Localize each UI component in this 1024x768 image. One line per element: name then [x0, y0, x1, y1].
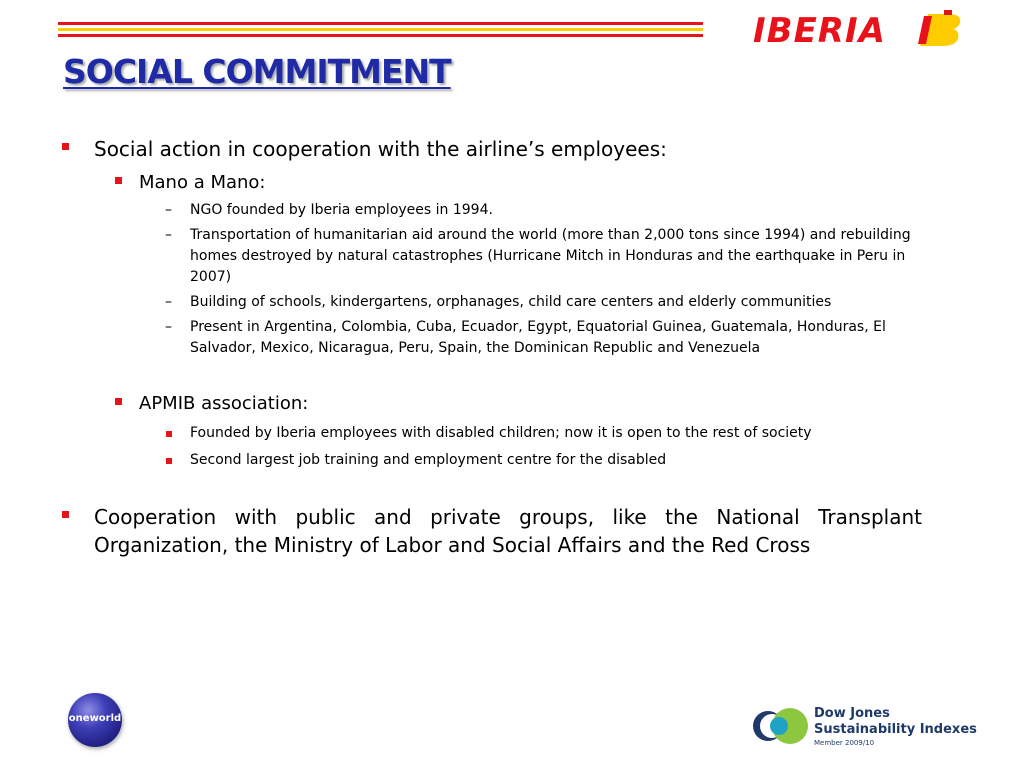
dow-jones-circles-icon	[752, 706, 810, 746]
dash-bullet: –	[165, 319, 172, 335]
page-title: SOCIAL COMMITMENT	[63, 52, 451, 91]
dash-bullet: –	[165, 294, 172, 310]
oneworld-logo	[68, 693, 122, 747]
bullet-square	[115, 398, 122, 405]
iberia-logo	[750, 8, 970, 50]
yellow-stripe	[58, 28, 703, 31]
red-stripe	[58, 22, 703, 25]
dow-jones-title: Dow Jones	[814, 706, 890, 721]
dow-jones-member: Member 2009/10	[814, 739, 875, 747]
dash-bullet: –	[165, 202, 172, 218]
bullet-square	[62, 143, 69, 150]
slide-content	[62, 135, 922, 559]
bullet-square	[62, 511, 69, 518]
sub-bullet-text: APMIB association:	[139, 393, 309, 414]
bullet-cooperation	[62, 503, 922, 559]
list-item	[62, 317, 922, 359]
list-item-text: Second largest job training and employment centre for the disabled	[190, 452, 667, 468]
oneworld-logo-text: oneworld	[68, 713, 122, 724]
bullet-square	[115, 177, 122, 184]
bullet-social-action	[62, 135, 922, 163]
list-item	[62, 225, 922, 288]
list-item	[62, 292, 922, 313]
list-item	[62, 423, 922, 444]
iberia-logo-text: IBERIA	[753, 11, 886, 51]
list-item-text: Present in Argentina, Colombia, Cuba, Ecuador, Egypt, Equatorial Guinea, Guatemala, Honduras, El Salvador, Mexico, Nicaragua, Peru, Spain, the Dominican Republic and Venezuela	[190, 319, 886, 356]
sub-bullet-text: Mano a Mano:	[139, 172, 266, 193]
header-stripes	[58, 22, 703, 40]
bullet-text: Cooperation with public and private groups, like the National Transplant Organization, the Ministry of Labor and Social Affairs and the Red Cross	[94, 505, 922, 557]
sub-bullet-apmib	[62, 391, 922, 417]
list-item	[62, 200, 922, 221]
bullet-text: Social action in cooperation with the airline’s employees:	[94, 137, 667, 161]
bullet-square	[166, 458, 172, 464]
dash-bullet: –	[165, 227, 172, 243]
dow-jones-subtitle: Sustainability Indexes	[814, 722, 977, 737]
list-item-text: NGO founded by Iberia employees in 1994.	[190, 202, 493, 218]
bullet-square	[166, 431, 172, 437]
list-item-text: Founded by Iberia employees with disabled children; now it is open to the rest of society	[190, 425, 812, 441]
red-stripe	[58, 34, 703, 37]
list-item-text: Building of schools, kindergartens, orphanages, child care centers and elderly communities	[190, 294, 832, 310]
sub-bullet-mano-a-mano	[62, 170, 922, 196]
list-item-text: Transportation of humanitarian aid around the world (more than 2,000 tons since 1994) and rebuilding homes destroyed by natural catastrophes (Hurricane Mitch in Honduras and the earthquake in Peru in 2007)	[190, 227, 911, 285]
list-item	[62, 450, 922, 471]
iberia-b-icon	[918, 10, 966, 48]
dow-jones-logo	[752, 702, 984, 756]
